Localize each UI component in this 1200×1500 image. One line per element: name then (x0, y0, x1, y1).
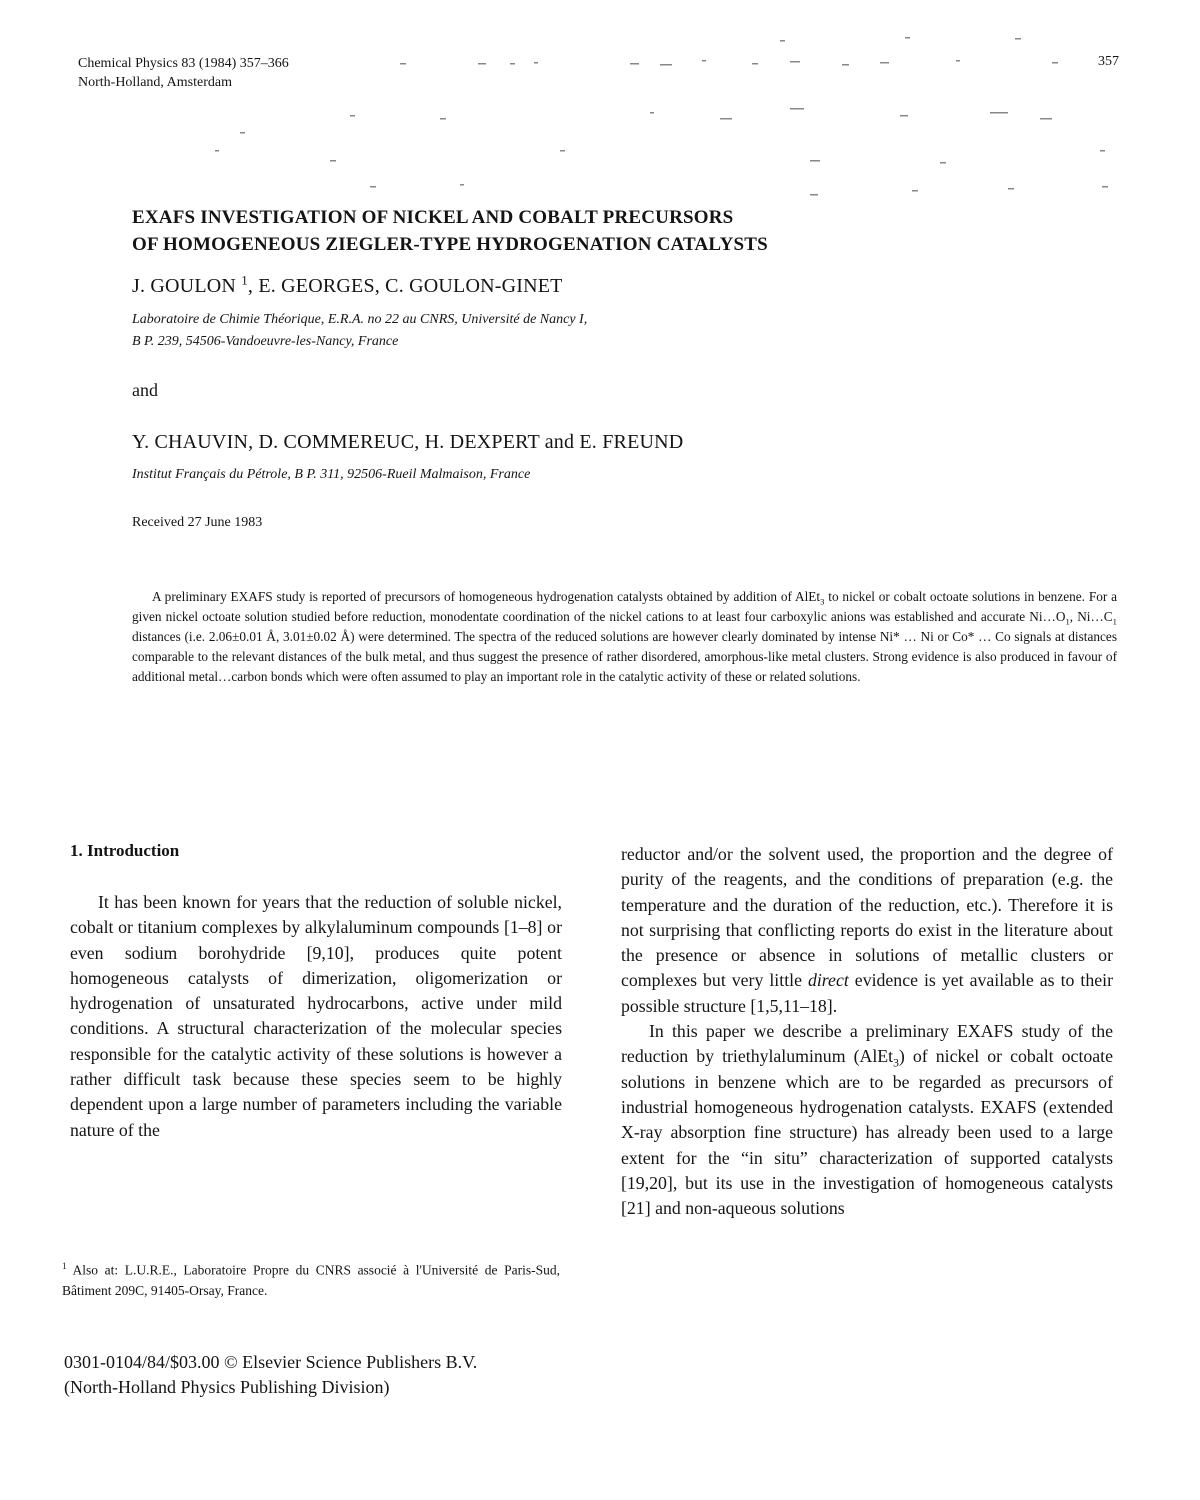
section-heading: 1. Introduction (70, 841, 180, 860)
and-separator: and (132, 380, 158, 400)
abstract-text-4: distances (i.e. 2.06±0.01 Å, 3.01±0.02 Å) were determined. The spectra of the reduced solutions are however clearly dominated by intense Ni* … Ni or Co* … Co signals at distances comparable to the relevant distances of the bulk metal, and thus suggest the presence of rather disordered, amorphous-like metal clusters. Strong evidence is also produced in favour of additional metal…carbon bonds which were often assumed to play an important role in the catalytic activity of these or related solutions. (132, 629, 1117, 684)
author-list-2: Y. CHAUVIN, D. COMMEREUC, H. DEXPERT and E. FREUND (132, 431, 684, 453)
title-line-2: OF HOMOGENEOUS ZIEGLER-TYPE HYDROGENATION CATALYSTS (132, 234, 768, 255)
copyright-notice (64, 1350, 477, 1400)
affiliation-1-line-2: B P. 239, 54506-Vandoeuvre-les-Nancy, France (132, 334, 399, 349)
affiliation-1-line-1: Laboratoire de Chimie Théorique, E.R.A. no 22 au CNRS, Université de Nancy I, (132, 312, 588, 327)
footnote (62, 1256, 560, 1301)
abstract-text-3: , Ni…C (1069, 609, 1113, 624)
intro-continued-emphasis: direct (807, 970, 849, 991)
intro-p2-text-b: ) of nickel or cobalt octoate solutions in benzene which are to be regarded as precursors of industrial homogeneous hydrogenation catalysts. EXAFS (extended X-ray absorption fine structure) has already been used to a large extent for the “in situ” characterization of supported catalysts [19,20], but its use in the investigation of homogeneous catalysts [21] and non-aqueous solutions (621, 1046, 1113, 1219)
article-title (132, 204, 768, 258)
affiliation-1 (132, 309, 587, 353)
intro-continued-text-b: evidence is yet available as to their possible structure [1,5,11–18]. (621, 970, 1113, 1016)
page-number: 357 (1098, 54, 1119, 69)
abstract-sub-3: 1 (1112, 616, 1117, 627)
intro-paragraph-1: It has been known for years that the reduction of soluble nickel, cobalt or titanium complexes by alkylaluminum compounds [1–8] or even sodium borohydride [9,10], produces quite potent homogeneous catalysts of dimerization, oligomerization or hydrogenation of unsaturated hydrocarbons, active under mild conditions. A structural characterization of the molecular species responsible for the catalytic activity of these solutions is however a rather difficult task because these species seem to be highly dependent upon a large number of parameters including the variable nature of the (70, 892, 562, 1140)
journal-citation: Chemical Physics 83 (1984) 357–366 (78, 56, 289, 71)
abstract-sub-1: 3 (820, 596, 825, 607)
intro-p2-sub: 3 (893, 1056, 899, 1070)
author-names-b: , E. GEORGES, C. GOULON-GINET (247, 275, 563, 297)
abstract-sub-2: 1 (1065, 616, 1070, 627)
intro-paragraph-2 (621, 1019, 1113, 1221)
abstract (132, 587, 1117, 687)
abstract-text-2: to nickel or cobalt octoate solutions in benzene. For a given nickel octoate solution studied before reduction, monodentate coordination of the nickel cations to at least four carboxylic anions was established and accurate Ni…O (132, 589, 1118, 624)
journal-header (78, 54, 289, 92)
footnote-text: Also at: L.U.R.E., Laboratoire Propre du CNRS associé à l'Université de Paris-Sud, Bâtiment 209C, 91405-Orsay, France. (62, 1262, 560, 1298)
intro-paragraph-continued (621, 842, 1113, 1019)
scan-noise (0, 0, 1200, 200)
copyright-line-1: 0301-0104/84/$03.00 © Elsevier Science Publishers B.V. (64, 1352, 478, 1372)
copyright-line-2: (North-Holland Physics Publishing Division) (64, 1377, 390, 1397)
left-column (70, 890, 562, 1143)
abstract-text-1: A preliminary EXAFS study is reported of precursors of homogeneous hydrogenation catalysts obtained by addition of AlEt (152, 589, 821, 604)
right-column (621, 842, 1113, 1221)
author-list-1 (132, 272, 563, 298)
publisher-line: North-Holland, Amsterdam (78, 75, 232, 90)
received-date: Received 27 June 1983 (132, 515, 263, 530)
intro-p2-text-a: In this paper we describe a preliminary EXAFS study of the reduction by triethylaluminum (AlEt (621, 1021, 1113, 1067)
intro-continued-text-a: reductor and/or the solvent used, the proportion and the degree of purity of the reagents, and the conditions of preparation (e.g. the temperature and the duration of the reduction, etc.). Therefore it is not surprising that conflicting reports do exist in the literature about the presence or absence in solutions of metallic clusters or complexes but very little (621, 844, 1113, 991)
title-line-1: EXAFS INVESTIGATION OF NICKEL AND COBALT PRECURSORS (132, 207, 734, 228)
footnote-marker: 1 (62, 1261, 67, 1271)
author-names-a: J. GOULON (132, 275, 242, 297)
author-footnote-marker: 1 (241, 272, 248, 288)
affiliation-2: Institut Français du Pétrole, B P. 311, 92506-Rueil Malmaison, France (132, 467, 531, 482)
